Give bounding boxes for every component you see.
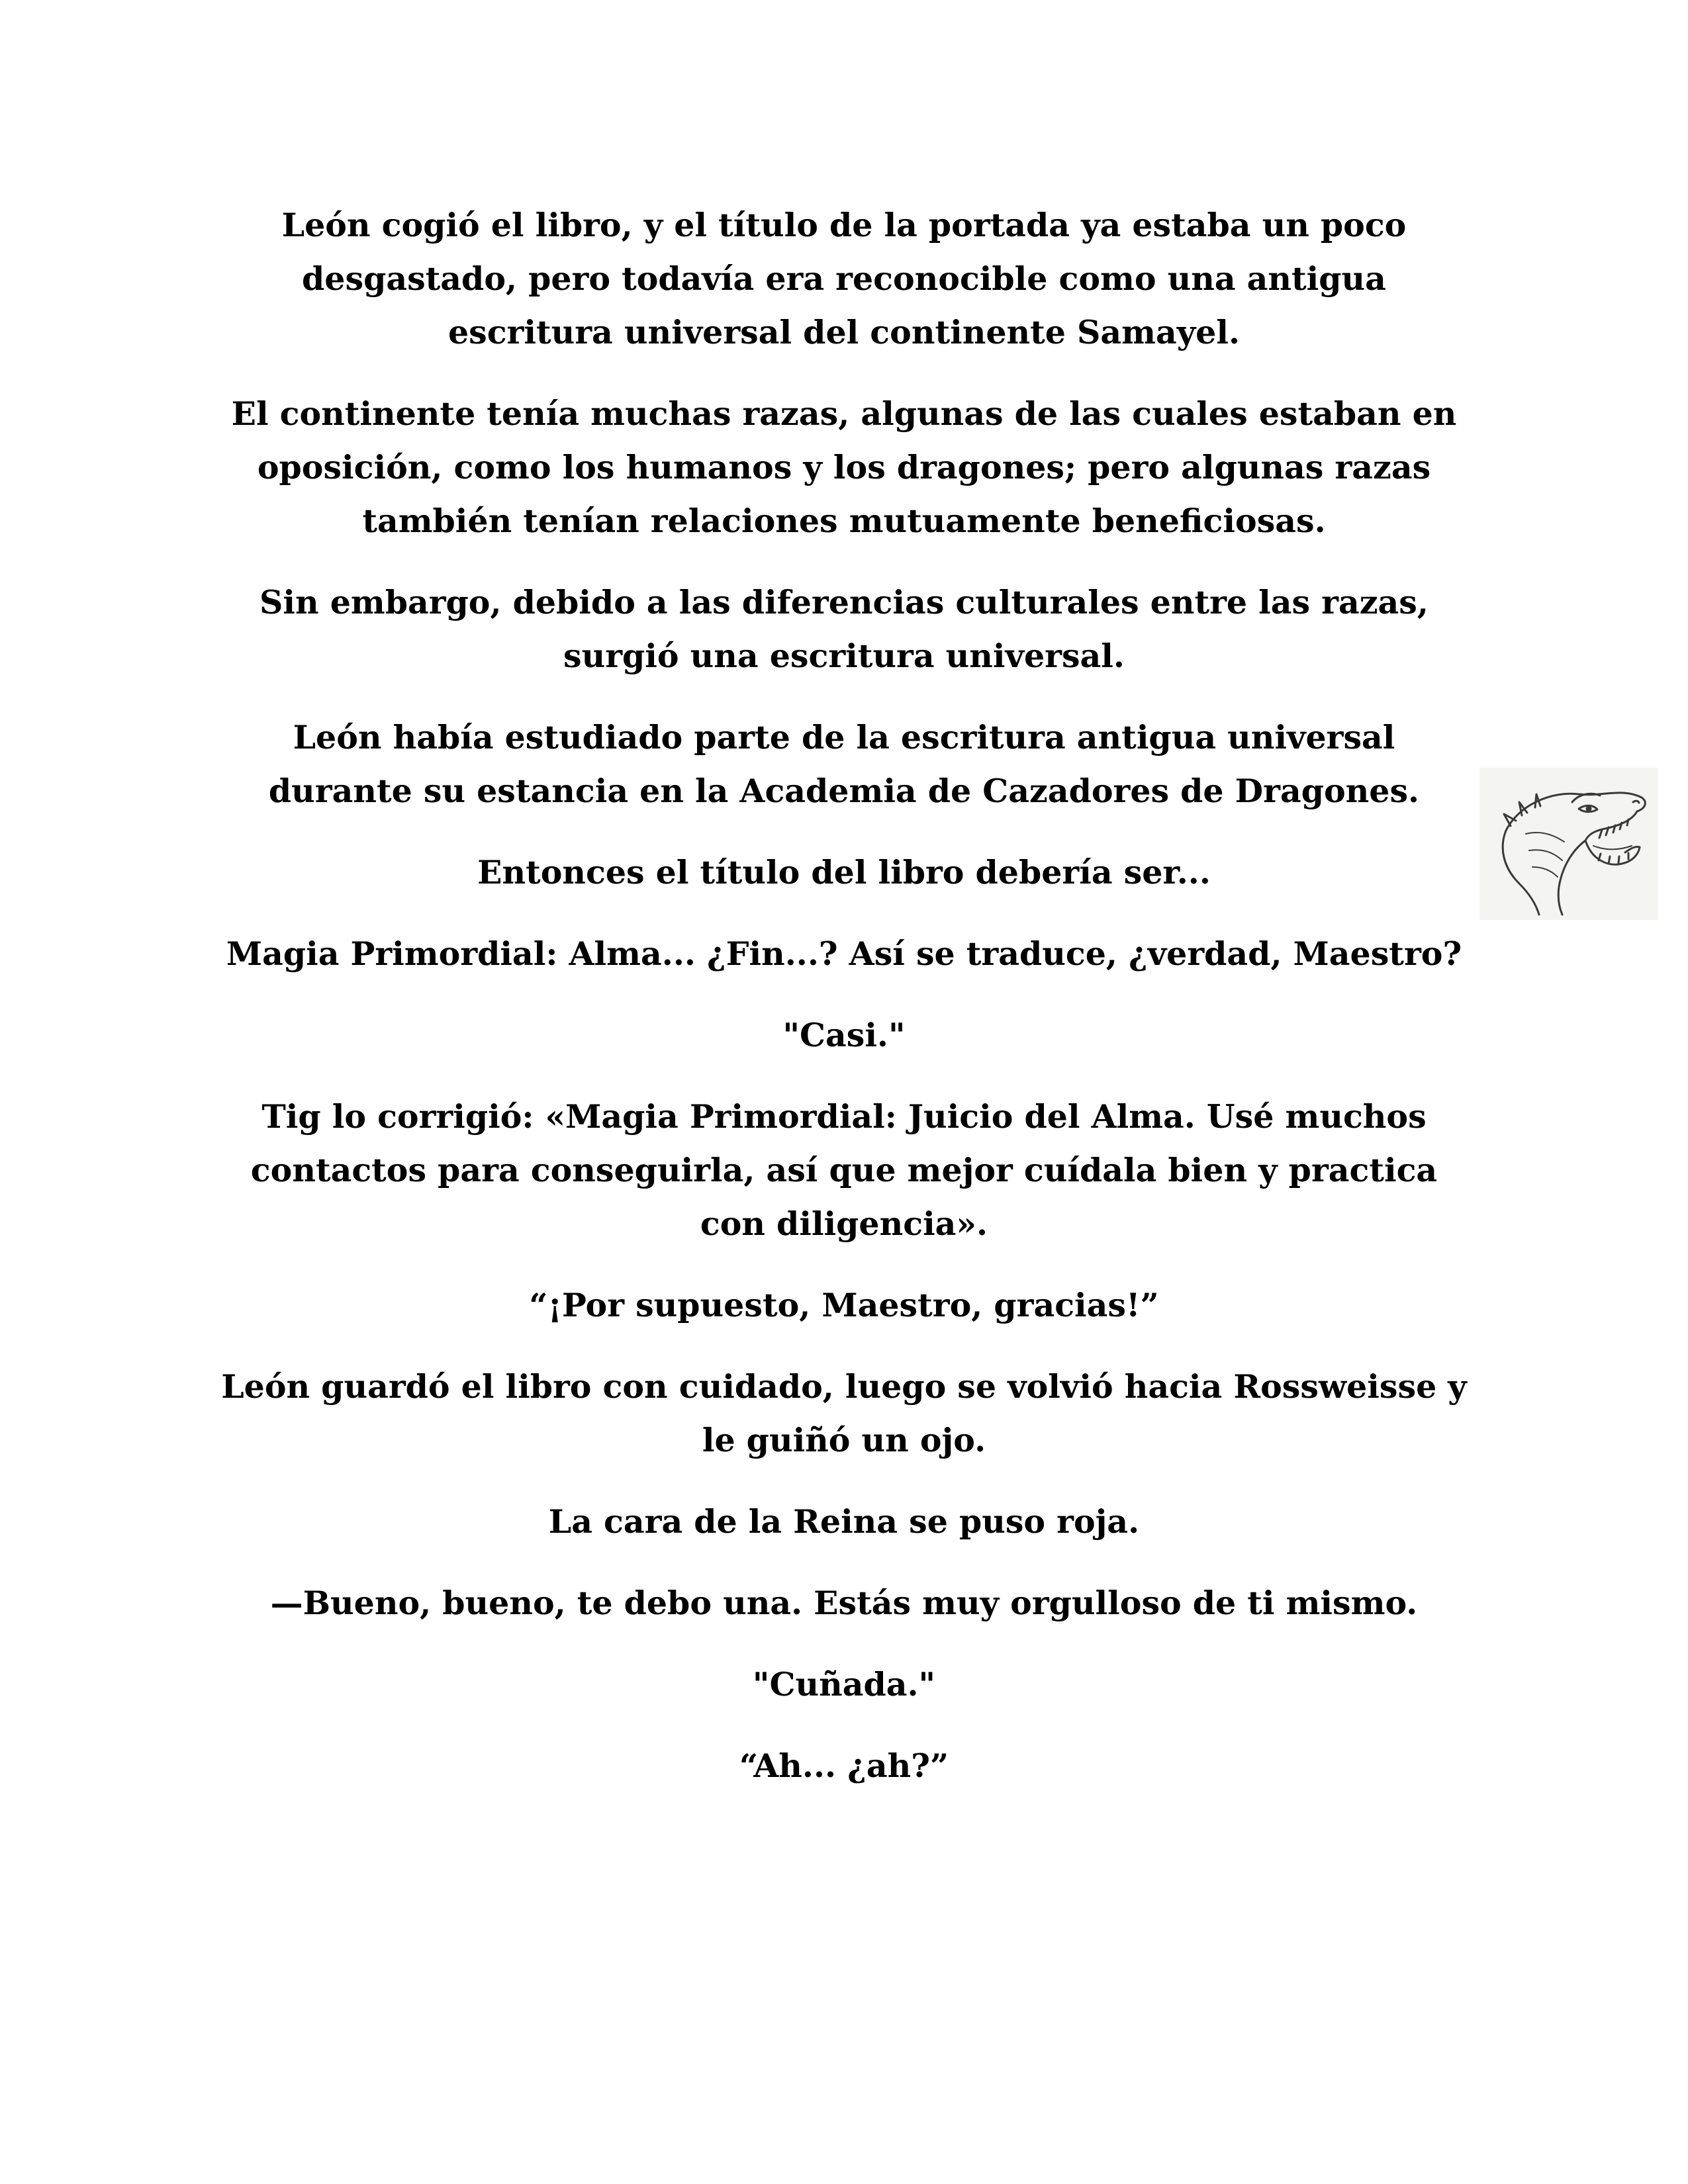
paragraph-13: "Cuñada.": [752, 1665, 936, 1704]
paragraph-14: “Ah... ¿ah?”: [739, 1747, 949, 1785]
paragraph-12: —Bueno, bueno, te debo una. Estás muy orgulloso de ti mismo.: [270, 1584, 1418, 1622]
paragraph-6: Magia Primordial: Alma... ¿Fin...? Así se traduce, ¿verdad, Maestro?: [226, 934, 1462, 973]
paragraph-5: Entonces el título del libro debería ser...: [477, 853, 1211, 891]
paragraph-11: La cara de la Reina se puso roja.: [548, 1502, 1140, 1541]
paragraph-2: El continente tenía muchas razas, algunas de las cuales estaban en oposición, como los humanos y los dragones; pero algunas razas también tenían relaciones mutuamente beneficiosas.: [231, 394, 1457, 540]
paragraph-3: Sin embargo, debido a las diferencias culturales entre las razas, surgió una escritura universal.: [259, 583, 1429, 675]
story-text: [218, 199, 1470, 1821]
dragon-head-sketch-icon: [1479, 768, 1658, 920]
paragraph-1: León cogió el libro, y el título de la portada ya estaba un poco desgastado, pero todavía era reconocible como una antigua escritura universal del continente Samayel.: [281, 206, 1407, 351]
dragon-head-drawing: [1479, 768, 1658, 920]
paragraph-4: León había estudiado parte de la escritura antigua universal durante su estancia en la Academia de Cazadores de Dragones.: [268, 718, 1420, 810]
paragraph-7: "Casi.": [782, 1016, 906, 1054]
paragraph-10: León guardó el libro con cuidado, luego se volvió hacia Rossweisse y le guiñó un ojo.: [221, 1367, 1467, 1459]
paragraph-8: Tig lo corrigió: «Magia Primordial: Juicio del Alma. Usé muchos contactos para conseguirla, así que mejor cuídala bien y practica con diligencia».: [250, 1097, 1438, 1243]
paragraph-9: “¡Por supuesto, Maestro, gracias!”: [529, 1286, 1159, 1324]
